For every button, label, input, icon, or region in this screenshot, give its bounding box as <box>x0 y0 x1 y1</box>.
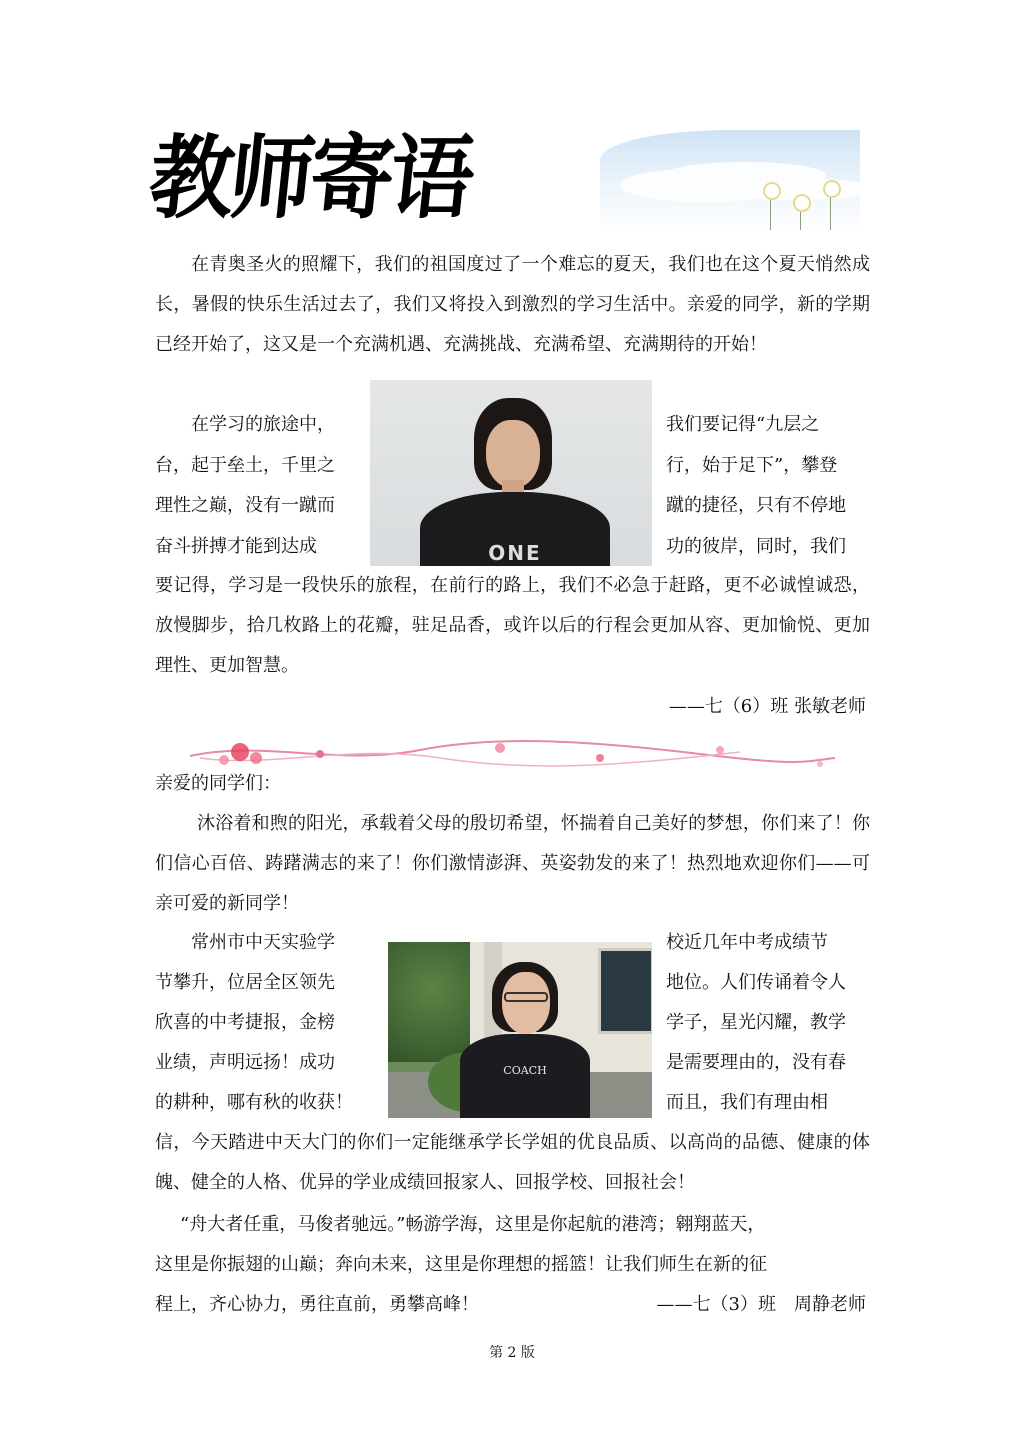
header-sky-image <box>600 130 860 230</box>
letter1-closing: 要记得，学习是一段快乐的旅程，在前行的路上，我们不必急于赶路，更不必诚惶诚恐，放慢脚步，拾几枚路上的花瓣，驻足品香，或许以后的行程会更加从容、更加愉悦、更加理性、更加智慧。 <box>155 575 870 676</box>
letter2-right-line-4: 是需要理由的，没有春 <box>666 1052 846 1073</box>
daisy-icon <box>763 182 781 200</box>
letter1-left-line-3: 理性之巅，没有一蹴而 <box>155 495 335 516</box>
page-title: 教师寄语 <box>144 125 476 231</box>
letter1-right-line-2: 行，始于足下”，攀登 <box>666 455 838 476</box>
letter2-middle: 信，今天踏进中天大门的你们一定能继承学长学姐的优良品质、以高尚的品德、健康的体魄、健全的人格、优异的学业成绩回报家人、回报学校、回报社会！ <box>155 1132 870 1193</box>
letter2-right-line-3: 学子，星光闪耀，教学 <box>666 1012 846 1033</box>
letter1-signature: ——七（6）班 张敏老师 <box>668 696 866 717</box>
letter2-left-line-3: 欣喜的中考捷报，金榜 <box>155 1012 335 1033</box>
letter2-greeting: 亲爱的同学们： <box>155 773 281 794</box>
letter2-right-line-2: 地位。人们传诵着令人 <box>666 972 846 993</box>
daisy-icon <box>823 180 841 198</box>
shirt-print: ONE <box>488 541 542 565</box>
shirt-print: COACH <box>503 1064 547 1077</box>
letter2-left-line-2: 节攀升，位居全区领先 <box>155 972 335 993</box>
letter1-intro: 在青奥圣火的照耀下，我们的祖国度过了一个难忘的夏天，我们也在这个夏天悄然成长，暑假的快乐生活过去了，我们又将投入到激烈的学习生活中。亲爱的同学，新的学期已经开始了，这又是一个充满机遇、充满挑战、充满希望、充满期待的开始！ <box>155 254 870 355</box>
letter1-right-line-1: 我们要记得“九层之 <box>666 414 820 435</box>
letter1-right-line-4: 功的彼岸，同时，我们 <box>666 536 846 557</box>
letter2-signature: ——七（3）班 周静老师 <box>656 1294 866 1315</box>
letter2-right-line-5: 而且，我们有理由相 <box>666 1092 828 1113</box>
page-number: 第 2 版 <box>489 1345 535 1361</box>
letter1-left-line-2: 台，起于垒土，千里之 <box>155 455 335 476</box>
letter1-left-line-1: 在学习的旅途中， <box>191 414 335 435</box>
letter2-final-line-3: 程上，齐心协力，勇往直前，勇攀高峰！ <box>155 1294 479 1315</box>
letter2-left-line-4: 业绩，声明远扬！成功 <box>155 1052 335 1073</box>
letter2-intro: 沐浴着和煦的阳光，承载着父母的殷切希望，怀揣着自己美好的梦想，你们来了！你们信心百倍、踌躇满志的来了！你们激情澎湃、英姿勃发的来了！热烈地欢迎你们——可亲可爱的新同学！ <box>155 813 870 914</box>
teacher-photo-zhou <box>388 942 652 1118</box>
teacher-photo-zhang <box>370 380 652 566</box>
daisy-icon <box>793 194 811 212</box>
letter2-left-line-5: 的耕种，哪有秋的收获！ <box>155 1092 353 1113</box>
letter2-final-line-2: 这里是你振翅的山巅；奔向未来，这里是你理想的摇篮！让我们师生在新的征 <box>155 1254 767 1275</box>
letter1-right-line-3: 蹴的捷径，只有不停地 <box>666 495 846 516</box>
letter2-right-line-1: 校近几年中考成绩节 <box>666 932 828 953</box>
letter2-left-line-1: 常州市中天实验学 <box>191 932 335 953</box>
letter1-left-line-4: 奋斗拼搏才能到达成 <box>155 536 317 557</box>
letter2-final-line-1: “舟大者任重，马俊者驰远。”畅游学海，这里是你起航的港湾；翱翔蓝天， <box>180 1214 766 1235</box>
